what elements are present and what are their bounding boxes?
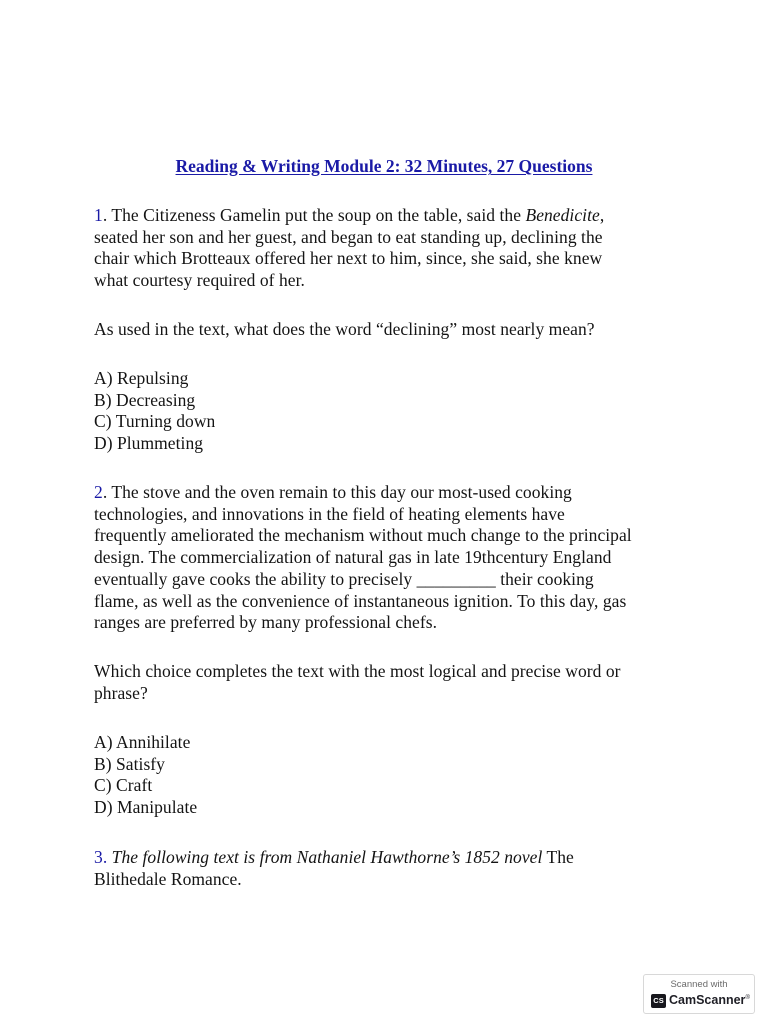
- brand-name: CamScanner: [669, 993, 746, 1007]
- passage-line: [94, 847, 694, 869]
- answer-choice: B) Decreasing: [94, 389, 196, 410]
- passage-text: . The Citizeness Gamelin put the soup on the table, said the: [102, 205, 526, 225]
- question-number: 2: [94, 482, 103, 502]
- passage-line: what courtesy required of her.: [94, 270, 305, 291]
- camscanner-watermark: [643, 974, 755, 1014]
- camscanner-logo-icon: [651, 994, 666, 1008]
- question-number-dot: .: [102, 847, 112, 867]
- passage-line: flame, as well as the convenience of instantaneous ignition. To this day, gas: [94, 590, 627, 611]
- question-2-prompt: [94, 661, 694, 704]
- watermark-brand: [669, 993, 750, 1007]
- answer-choice: C) Turning down: [94, 411, 216, 432]
- passage-line: eventually gave cooks the ability to precisely _________ their cooking: [94, 568, 594, 589]
- passage-text: The: [542, 847, 574, 867]
- passage-line: Blithedale Romance.: [94, 868, 242, 889]
- passage-text: . The stove and the oven remain to this day our most-used cooking: [102, 482, 572, 502]
- question-3-passage: [94, 847, 694, 890]
- answer-choice: D) Manipulate: [94, 797, 198, 818]
- passage-line: [94, 482, 694, 504]
- logo-text: CS: [653, 996, 664, 1005]
- trademark-symbol: ®: [745, 994, 750, 1001]
- question-1-passage: [94, 205, 694, 292]
- question-2-choices: [94, 732, 694, 819]
- prompt-line: phrase?: [94, 682, 148, 703]
- question-number: 1: [94, 205, 103, 225]
- question-1-choices: [94, 368, 694, 455]
- prompt-line: Which choice completes the text with the most logical and precise word or: [94, 661, 621, 681]
- passage-line: chair which Brotteaux offered her next to him, since, she said, she knew: [94, 248, 603, 269]
- passage-text: ,: [599, 205, 605, 225]
- answer-choice: A) Annihilate: [94, 732, 191, 752]
- answer-choice: C) Craft: [94, 775, 153, 796]
- passage-line: seated her son and her guest, and began to eat standing up, declining the: [94, 226, 603, 247]
- passage-line: design. The commercialization of natural gas in late 19thcentury England: [94, 547, 612, 568]
- passage-line: ranges are preferred by many professional chefs.: [94, 612, 438, 633]
- passage-line: frequently ameliorated the mechanism without much change to the principal: [94, 525, 632, 546]
- module-title: Reading & Writing Module 2: 32 Minutes, 27 Questions: [175, 156, 593, 176]
- passage-line: technologies, and innovations in the field of heating elements have: [94, 503, 565, 524]
- question-1-prompt: As used in the text, what does the word “declining” most nearly mean?: [94, 319, 595, 339]
- question-2-passage: [94, 482, 694, 634]
- passage-line: [94, 205, 694, 227]
- answer-choice: A) Repulsing: [94, 368, 189, 388]
- answer-choice: D) Plummeting: [94, 433, 204, 454]
- watermark-caption: Scanned with: [670, 979, 728, 990]
- answer-choice: B) Satisfy: [94, 753, 165, 774]
- passage-italic-text: Benedicite: [525, 205, 600, 225]
- question-number: 3: [94, 847, 103, 867]
- passage-italic-text: The following text is from Nathaniel Hawthorne’s 1852 novel: [111, 847, 543, 867]
